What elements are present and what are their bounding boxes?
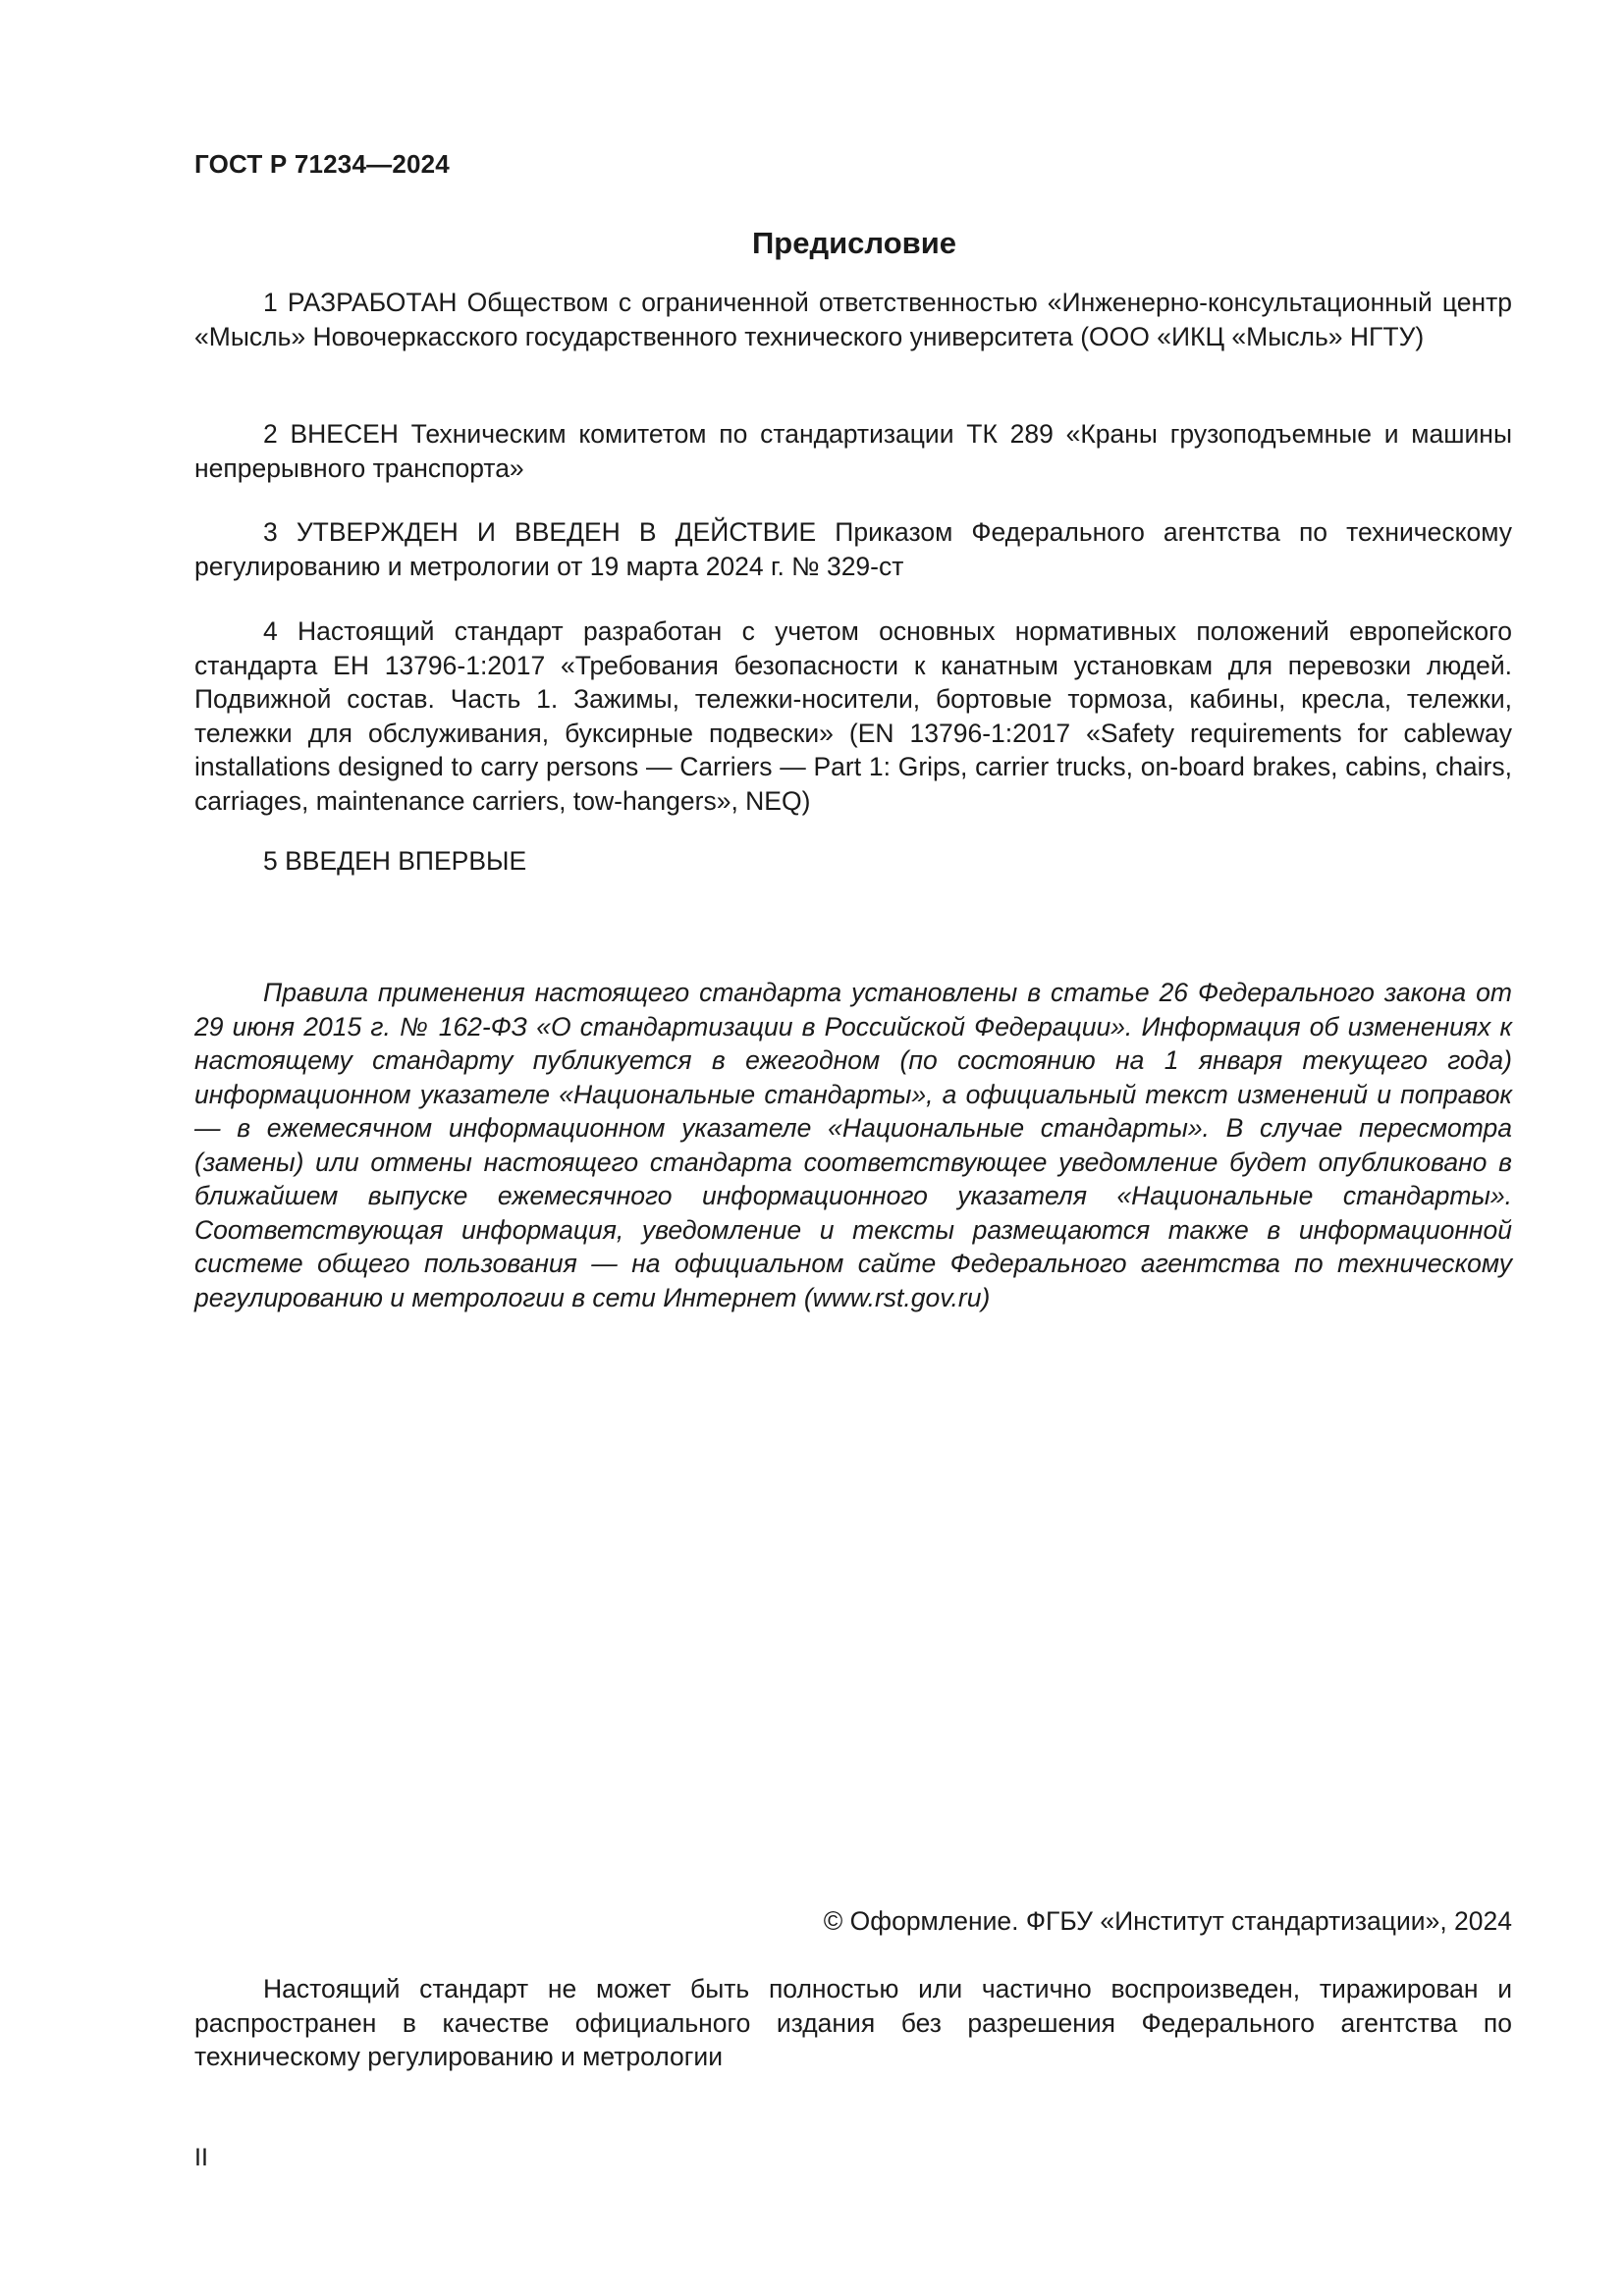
page-number: II: [194, 2144, 208, 2171]
reproduction-notice: Настоящий стандарт не может быть полностью или частично воспроизведен, тиражирован и распространен в качестве официального издания без разрешения Федерального агентства по техническому регулированию и метрологии: [194, 1974, 1512, 2071]
usage-rules-note: Правила применения настоящего стандарта установлены в статье 26 Федерального закона от 29 июня 2015 г. № 162-ФЗ «О стандартизации в Российской Федерации». Информация об изменениях к настоящему стандарту публикуется в ежегодном (по состоянию на 1 января текущего года) информационном указателе «Национальные стандарты», а официальный текст изменений и поправок — в ежемесячном информационном указателе «Национальные стандарты». В случае пересмотра (замены) или отмены настоящего стандарта соответствующее уведомление будет опубликовано в ближайшем выпуске ежемесячного информационного указателя «Национальные стандарты». Соответствующая информация, уведомление и тексты размещаются также в информационной системе общего пользования — на официальном сайте Федерального агентства по техническому регулированию и метрологии в сети Интернет (www.rst.gov.ru): [194, 978, 1512, 1312]
foreword-item-submitted: 2 ВНЕСЕН Техническим комитетом по стандартизации ТК 289 «Краны грузоподъемные и машины непрерывного транспорта»: [194, 419, 1512, 483]
foreword-item-basis: 4 Настоящий стандарт разработан с учетом основных нормативных положений европейского стандарта ЕН 13796-1:2017 «Требования безопасности к канатным установкам для перевозки людей. Подвижной состав. Часть 1. Зажимы, тележки-носители, бортовые тормоза, кабины, кресла, тележки, тележки для обслуживания, буксирные подвески» (EN 13796-1:2017 «Safety requirements for cableway installations designed to carry persons — Carriers — Part 1: Grips, carrier trucks, on-board brakes, cabins, chairs, carriages, maintenance carriers, tow-hangers», NEQ): [194, 616, 1512, 816]
section-title: Предисловие: [751, 226, 956, 260]
document-code: ГОСТ Р 71234—2024: [194, 149, 450, 179]
foreword-item-approved: 3 УТВЕРЖДЕН И ВВЕДЕН В ДЕЙСТВИЕ Приказом Федерального агентства по техническому регулированию и метрологии от 19 марта 2024 г. № 329-ст: [194, 517, 1512, 581]
foreword-item-introduced: 5 ВВЕДЕН ВПЕРВЫЕ: [263, 846, 527, 876]
foreword-item-developed: 1 РАЗРАБОТАН Обществом с ограниченной ответственностью «Инженерно-консультационный центр «Мысль» Новочеркасского государственного технического университета (ООО «ИКЦ «Мысль» НГТУ): [194, 288, 1512, 351]
copyright-line: © Оформление. ФГБУ «Институт стандартизации», 2024: [823, 1906, 1512, 1936]
